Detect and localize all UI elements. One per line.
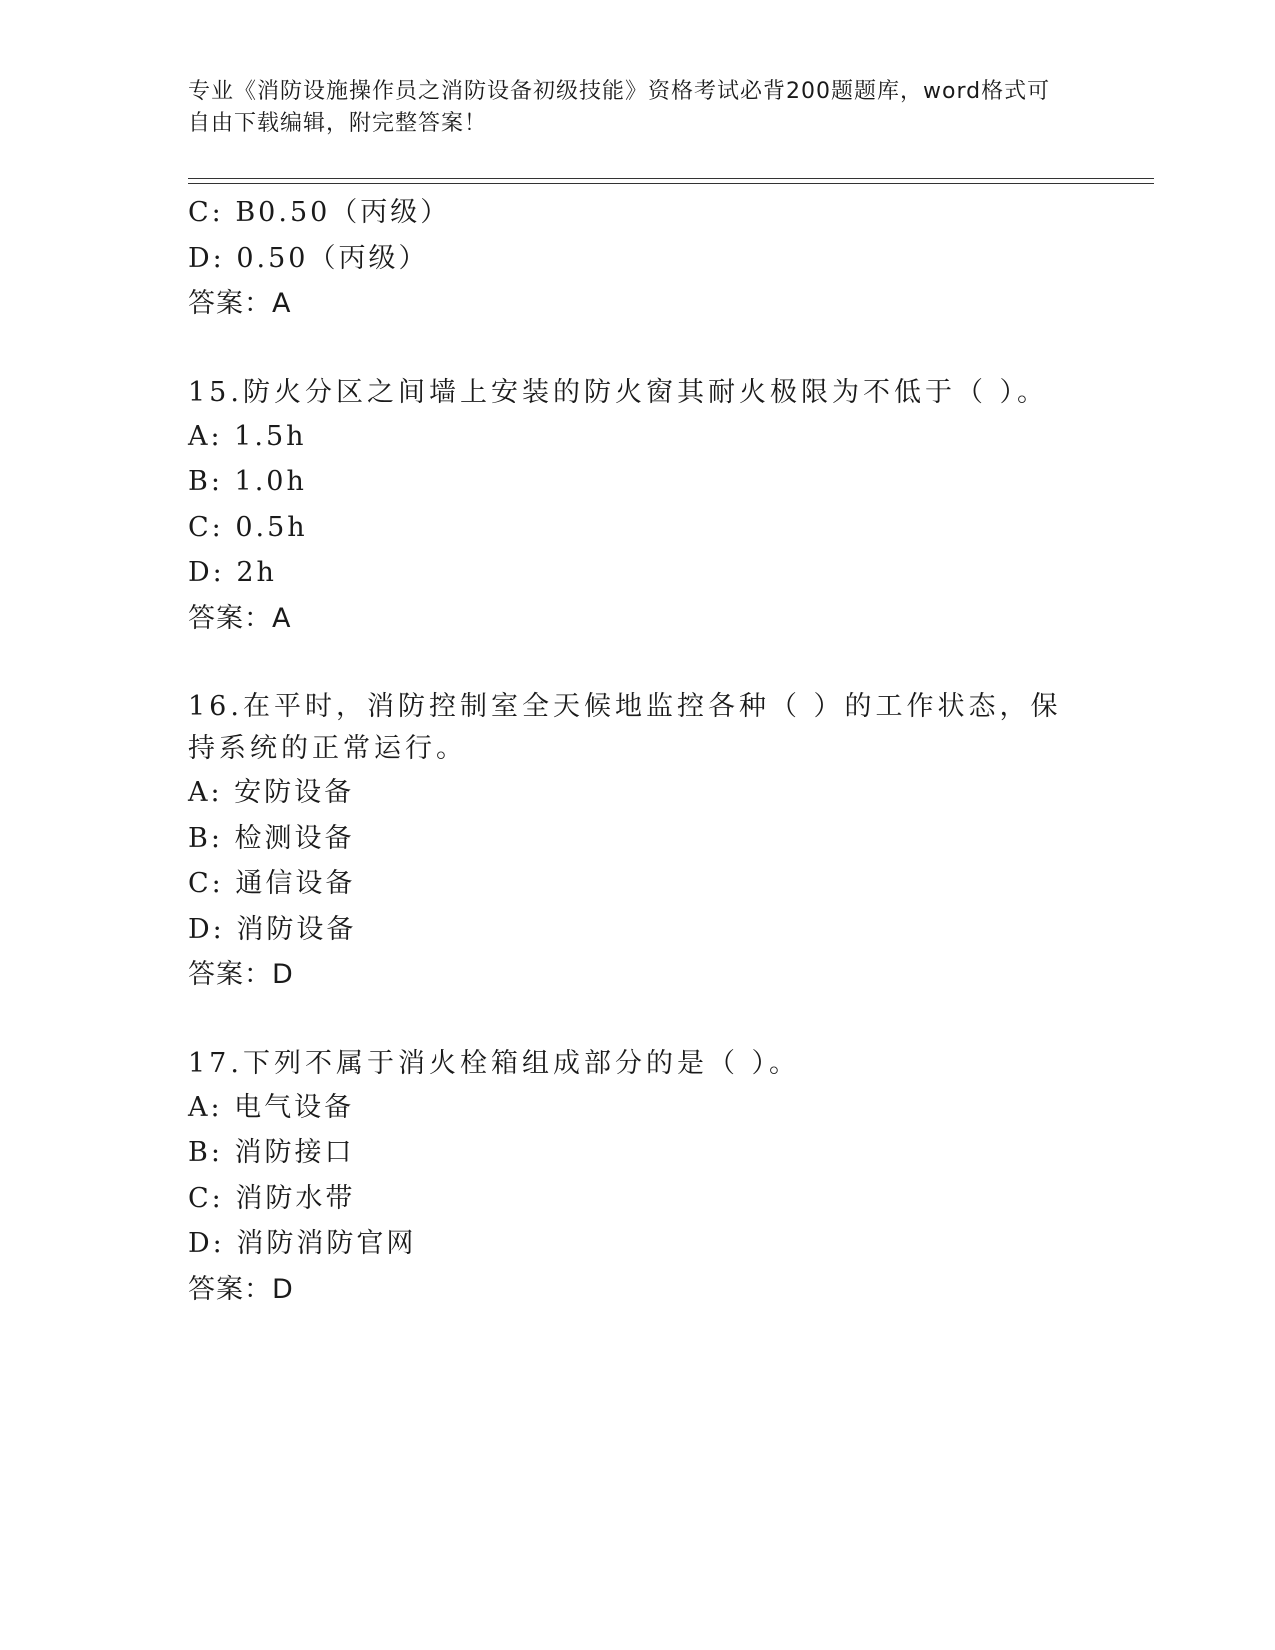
question-17 (188, 1043, 1088, 1313)
answer-line: 答案：D (188, 1273, 294, 1305)
option-a: A: 电气设备 (188, 1091, 355, 1123)
option-d: D: 消防设备 (188, 913, 357, 945)
option-c: C: 通信设备 (188, 868, 356, 899)
question-text: 17.下列不属于消火栓箱组成部分的是（ ）。 (188, 1047, 801, 1079)
header-divider-bottom (188, 183, 1154, 184)
previous-question-tail (188, 190, 1088, 327)
answer-line: 答案：A (188, 288, 292, 319)
option-d: D: 消防消防官网 (188, 1228, 417, 1259)
question-16 (188, 686, 1088, 998)
option-a: A: 1.5h (188, 420, 307, 452)
question-15 (188, 372, 1088, 642)
question-list (188, 190, 1088, 1312)
option-c: C: B0.50（丙级） (188, 197, 451, 228)
header-divider-top (188, 178, 1154, 179)
answer-line: 答案：D (188, 959, 294, 990)
option-c: C: 消防水带 (188, 1182, 356, 1214)
document-header: 专业《消防设施操作员之消防设备初级技能》资格考试必背200题题库，word格式可自由下载编辑，附完整答案！ (188, 79, 1051, 136)
option-b: B: 消防接口 (188, 1137, 355, 1168)
answer-line: 答案：A (188, 602, 292, 634)
option-b: B: 检测设备 (188, 822, 355, 854)
question-text: 16.在平时，消防控制室全天候地监控各种（ ）的工作状态，保持系统的正常运行。 (188, 691, 1062, 764)
option-b: B: 1.0h (188, 466, 307, 497)
option-c: C: 0.5h (188, 511, 308, 543)
option-a: A: 安防设备 (188, 777, 355, 808)
option-d: D: 0.50（丙级） (188, 242, 429, 274)
question-text: 15.防火分区之间墙上安装的防火窗其耐火极限为不低于（ ）。 (188, 376, 1049, 408)
option-d: D: 2h (188, 557, 277, 588)
